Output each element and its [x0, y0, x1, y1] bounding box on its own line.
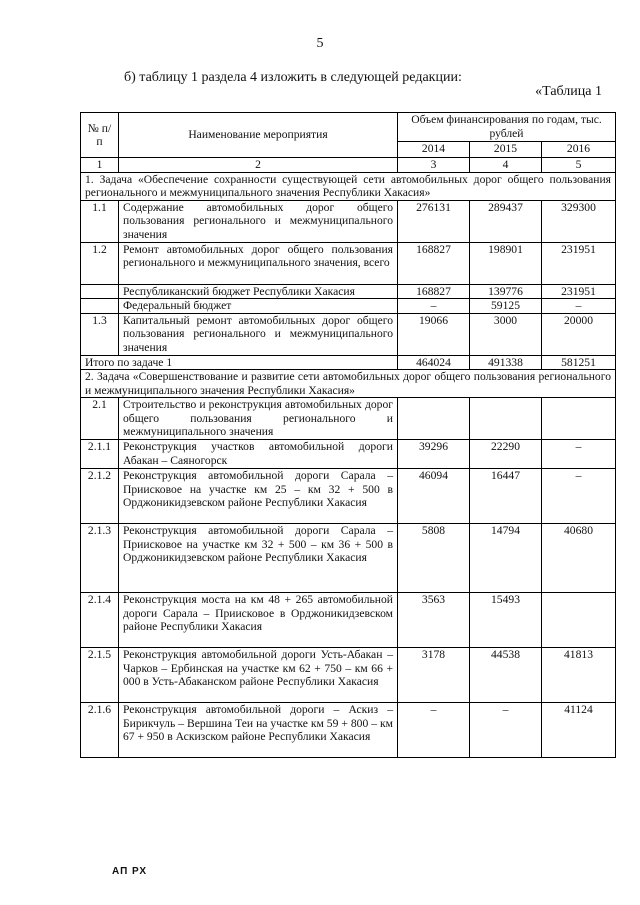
- row-name: Реконструкция автомобильной дороги – Аскиз – Бирикчуль – Вершина Теи на участке км 59 + 800 – км 67 + 950 в Аскизском районе Республики Хакасия: [119, 703, 398, 758]
- value-2016: –: [542, 469, 616, 524]
- table-row: [81, 593, 616, 648]
- column-index: 1: [81, 158, 119, 173]
- header-num: № п/п: [81, 113, 119, 158]
- row-name: Капитальный ремонт автомобильных дорог общего пользования регионального и межмуниципального значения: [119, 313, 398, 355]
- value-2015: 22290: [470, 440, 542, 469]
- row-name: Реконструкция моста на км 48 + 265 автомобильной дороги Сарала – Приисковое в Орджоникидзевском районе Республики Хакасия: [119, 593, 398, 648]
- table-row: [81, 200, 616, 242]
- value-2016: 231951: [542, 284, 616, 299]
- value-2015: 15493: [470, 593, 542, 648]
- column-index: 5: [542, 158, 616, 173]
- header-year-2014: 2014: [398, 142, 470, 158]
- total-2014: 464024: [398, 355, 470, 370]
- row-num: 1.3: [81, 313, 119, 355]
- row-num: 2.1.3: [81, 524, 119, 593]
- value-2014: 46094: [398, 469, 470, 524]
- header-name: Наименование мероприятия: [119, 113, 398, 158]
- row-num: 2.1.5: [81, 648, 119, 703]
- footer-mark: АП РХ: [112, 866, 148, 877]
- table-row: [81, 284, 616, 299]
- row-name: Реконструкция автомобильной дороги Усть-Абакан – Чарков – Ербинская на участке км 62 + 750 – км 66 + 000 в Усть-Абаканском районе Республики Хакасия: [119, 648, 398, 703]
- row-num: 1.1: [81, 200, 119, 242]
- financing-table: [80, 112, 616, 758]
- value-2014: 3563: [398, 593, 470, 648]
- header-funding: Объем финансирования по годам, тыс. рублей: [398, 113, 616, 142]
- total-2016: 581251: [542, 355, 616, 370]
- value-2016: –: [542, 440, 616, 469]
- value-2016: 20000: [542, 313, 616, 355]
- page-number: 5: [316, 36, 324, 51]
- value-2015: [470, 398, 542, 440]
- table-row: [81, 398, 616, 440]
- header-row: [81, 113, 616, 142]
- table-reference: «Таблица 1: [535, 84, 602, 99]
- row-name: Реконструкция автомобильной дороги Сарала – Приисковое на участке км 25 – км 32 + 500 в Орджоникидзевском районе Республики Хакасия: [119, 469, 398, 524]
- row-name: Ремонт автомобильных дорог общего пользования регионального и межмуниципального значения, всего: [119, 242, 398, 284]
- value-2014: 39296: [398, 440, 470, 469]
- row-num: 2.1.6: [81, 703, 119, 758]
- row-num: 2.1.4: [81, 593, 119, 648]
- column-index: 4: [470, 158, 542, 173]
- row-name: Содержание автомобильных дорог общего пользования регионального и межмуниципального значения: [119, 200, 398, 242]
- task-1-title: 1. Задача «Обеспечение сохранности существующей сети автомобильных дорог общего пользования регионального и межмуниципального значения Республики Хакасия»: [81, 172, 616, 200]
- value-2014: –: [398, 299, 470, 314]
- table-row: [81, 242, 616, 284]
- header-year-2016: 2016: [542, 142, 616, 158]
- value-2016: 40680: [542, 524, 616, 593]
- column-index-row: [81, 158, 616, 173]
- table-row: [81, 440, 616, 469]
- row-num: 1.2: [81, 242, 119, 284]
- row-name: Строительство и реконструкция автомобильных дорог общего пользования регионального и межмуниципального значения: [119, 398, 398, 440]
- task-2-title: 2. Задача «Совершенствование и развитие сети автомобильных дорог общего пользования регионального и межмуниципального значения Республики Хакасия»: [81, 370, 616, 398]
- value-2014: 276131: [398, 200, 470, 242]
- table-row: [81, 469, 616, 524]
- total-2015: 491338: [470, 355, 542, 370]
- value-2016: 41813: [542, 648, 616, 703]
- value-2016: 329300: [542, 200, 616, 242]
- value-2014: –: [398, 703, 470, 758]
- value-2015: 44538: [470, 648, 542, 703]
- value-2015: 289437: [470, 200, 542, 242]
- total-label: Итого по задаче 1: [81, 355, 398, 370]
- value-2014: 168827: [398, 284, 470, 299]
- value-2016: 41124: [542, 703, 616, 758]
- task-1-title-row: [81, 172, 616, 200]
- row-name: Федеральный бюджет: [119, 299, 398, 314]
- value-2015: 198901: [470, 242, 542, 284]
- row-num: 2.1.2: [81, 469, 119, 524]
- task-2-title-row: [81, 370, 616, 398]
- value-2014: 19066: [398, 313, 470, 355]
- value-2015: 16447: [470, 469, 542, 524]
- value-2016: 231951: [542, 242, 616, 284]
- value-2015: 3000: [470, 313, 542, 355]
- row-name: Реконструкция автомобильной дороги Сарала – Приисковое на участке км 32 + 500 – км 36 + 500 в Орджоникидзевском районе Республики Хакасия: [119, 524, 398, 593]
- table-row: [81, 524, 616, 593]
- table-row: [81, 648, 616, 703]
- table-row: [81, 299, 616, 314]
- value-2015: 139776: [470, 284, 542, 299]
- value-2015: 59125: [470, 299, 542, 314]
- row-num: 2.1: [81, 398, 119, 440]
- value-2014: [398, 398, 470, 440]
- value-2014: 3178: [398, 648, 470, 703]
- row-name: Реконструкция участков автомобильной дороги Абакан – Саяногорск: [119, 440, 398, 469]
- task-1-total-row: [81, 355, 616, 370]
- row-num: 2.1.1: [81, 440, 119, 469]
- row-name: Республиканский бюджет Республики Хакасия: [119, 284, 398, 299]
- table-row: [81, 703, 616, 758]
- value-2016: [542, 398, 616, 440]
- intro-text: б) таблицу 1 раздела 4 изложить в следующей редакции:: [124, 70, 462, 85]
- value-2016: –: [542, 299, 616, 314]
- value-2014: 168827: [398, 242, 470, 284]
- value-2014: 5808: [398, 524, 470, 593]
- value-2015: 14794: [470, 524, 542, 593]
- header-year-2015: 2015: [470, 142, 542, 158]
- value-2015: –: [470, 703, 542, 758]
- value-2016: [542, 593, 616, 648]
- column-index: 3: [398, 158, 470, 173]
- table-row: [81, 313, 616, 355]
- column-index: 2: [119, 158, 398, 173]
